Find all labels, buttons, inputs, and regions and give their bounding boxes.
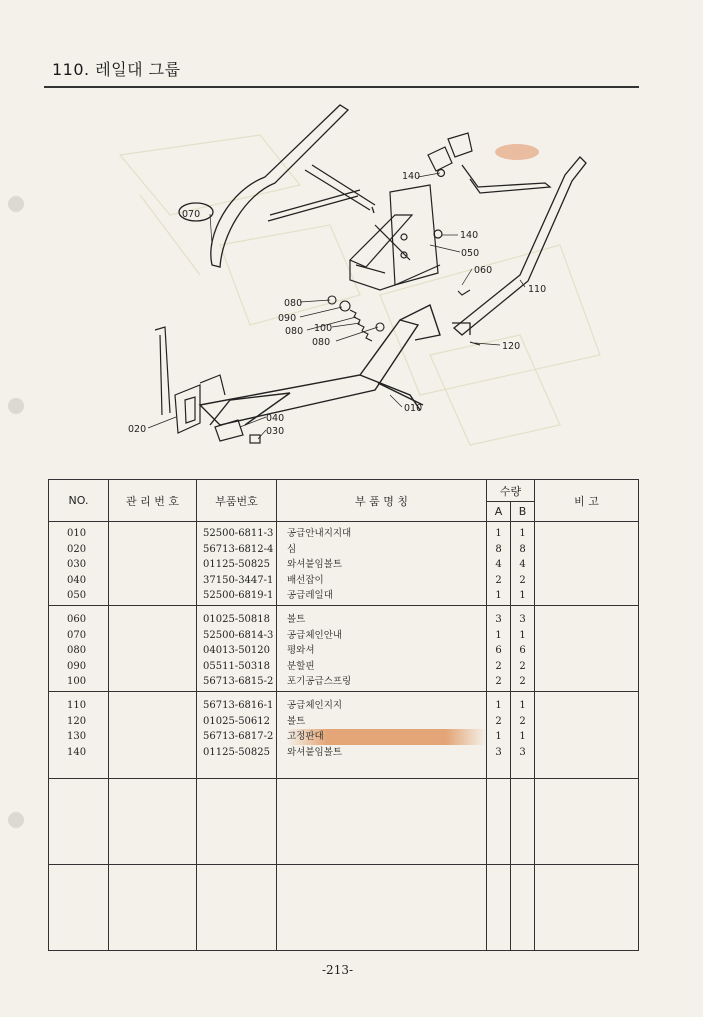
callout-label: 140 [402, 171, 421, 182]
callout-label: 030 [266, 426, 285, 437]
binder-hole [8, 812, 24, 828]
col-qty-b: 1 2 1 3 [511, 692, 535, 778]
col-mgmt [109, 606, 197, 692]
col-mgmt [109, 522, 197, 606]
header-qty-b: B [511, 502, 535, 522]
parts-table [48, 479, 639, 951]
part-040-030 [215, 420, 260, 443]
table-row-empty [49, 864, 639, 950]
page-title: 110. 레일대 그룹 [52, 60, 181, 79]
col-part-no: 52500-6811-3 56713-6812-4 01125-50825 37150-3447-1 52500-6819-1 [197, 522, 277, 606]
callout-label: 020 [128, 424, 147, 435]
col-part-name: 공급안내지지대 심 와셔붙임볼트 배선잡이 공급레일대 [277, 522, 487, 606]
header-qty-a: A [487, 502, 511, 522]
col-qty-b: 3 1 6 2 2 [511, 606, 535, 692]
title-divider [44, 86, 639, 88]
part-020-shim [155, 327, 225, 433]
col-no: 110 120 130 140 [49, 692, 109, 778]
table-row-group [49, 606, 639, 692]
exploded-parts-diagram [0, 95, 703, 470]
part-140-bracket [428, 133, 472, 238]
callout-label: 040 [266, 413, 285, 424]
callout-label: 090 [278, 313, 297, 324]
part-050-rail [350, 185, 440, 290]
highlighted-part-name: 고정판대 [287, 729, 486, 745]
col-remarks [535, 522, 639, 606]
part-070-guide [179, 105, 375, 267]
col-no: 060 070 080 090 100 [49, 606, 109, 692]
callout-label: 080 [312, 337, 331, 348]
header-remarks: 비 고 [535, 480, 639, 522]
col-remarks [535, 692, 639, 778]
part-110-bar [452, 157, 586, 335]
header-no: NO. [49, 480, 109, 522]
callout-label: 050 [461, 248, 480, 259]
col-part-name: 공급체인지지 볼트 고정판대 와셔붙임볼트 [277, 692, 487, 778]
col-qty-a: 1 8 4 2 1 [487, 522, 511, 606]
annotation-highlight [495, 144, 539, 160]
header-part-name: 부 품 명 칭 [277, 480, 487, 522]
col-mgmt [109, 692, 197, 778]
header-qty: 수량 [487, 480, 535, 502]
callout-label: 070 [182, 209, 201, 220]
col-part-name: 볼트 공급체인안내 평와셔 분할핀 포기공급스프링 [277, 606, 487, 692]
col-qty-a: 1 2 1 3 [487, 692, 511, 778]
col-part-no: 01025-50818 52500-6814-3 04013-50120 05511-50318 56713-6815-2 [197, 606, 277, 692]
table-row-group [49, 522, 639, 606]
col-no: 010 020 030 040 050 [49, 522, 109, 606]
header-mgmt-no: 관 리 번 호 [109, 480, 197, 522]
col-remarks [535, 606, 639, 692]
callout-label: 110 [528, 284, 547, 295]
callout-label: 120 [502, 341, 521, 352]
callout-label: 100 [314, 323, 333, 334]
table-row-group [49, 692, 639, 778]
col-qty-b: 1 8 4 2 1 [511, 522, 535, 606]
col-part-no: 56713-6816-1 01025-50612 56713-6817-2 01125-50825 [197, 692, 277, 778]
callout-label: 140 [460, 230, 479, 241]
callout-label: 010 [404, 403, 423, 414]
table-row-empty [49, 778, 639, 864]
page-number: -213- [322, 963, 354, 977]
header-part-no: 부품번호 [197, 480, 277, 522]
callout-label: 060 [474, 265, 493, 276]
col-qty-a: 3 1 6 2 2 [487, 606, 511, 692]
callout-label: 080 [285, 326, 304, 337]
callout-label: 080 [284, 298, 303, 309]
